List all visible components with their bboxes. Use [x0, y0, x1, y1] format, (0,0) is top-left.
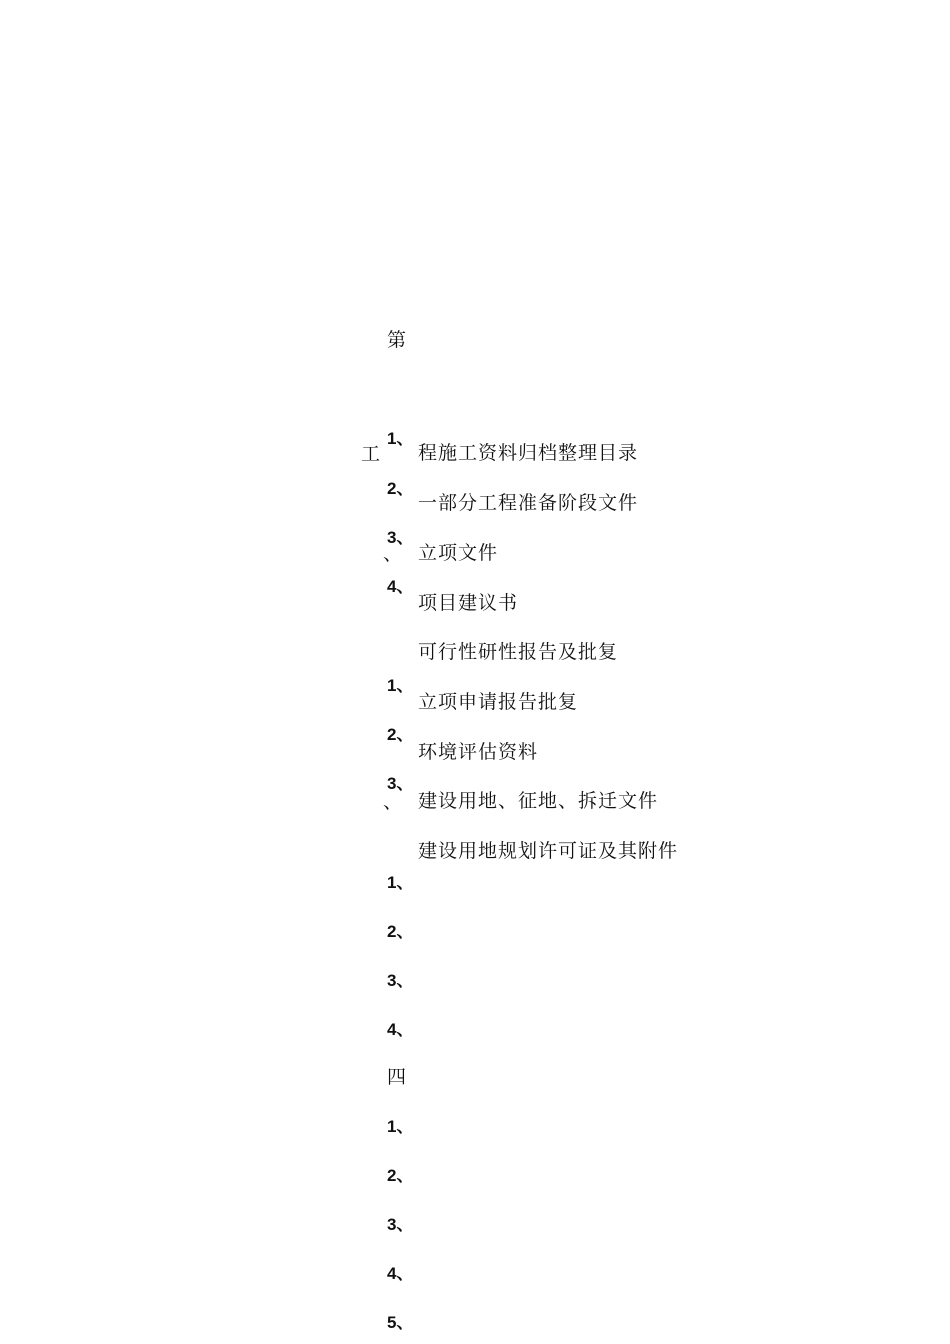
toc-line: 建设用地规划许可证及其附件 [418, 840, 679, 862]
list-number: 1、 [387, 676, 414, 695]
toc-line: 环境评估资料 [418, 741, 539, 763]
heading-char-gong: 工 [361, 443, 381, 465]
list-number: 2、 [387, 922, 414, 941]
heading-char-di: 第 [387, 329, 407, 351]
toc-title-line: 程施工资料归档整理目录 [418, 442, 639, 464]
toc-line: 立项申请报告批复 [418, 691, 579, 713]
stray-comma: 、 [383, 543, 403, 565]
list-number: 1、 [387, 873, 414, 892]
list-number: 2、 [387, 1166, 414, 1185]
list-number: 1、 [387, 429, 414, 448]
list-number: 4、 [387, 1264, 414, 1283]
list-number: 3、 [387, 1215, 414, 1234]
heading-char-si: 四 [387, 1066, 407, 1088]
toc-line: 建设用地、征地、拆迁文件 [418, 790, 659, 812]
list-number: 3、 [387, 774, 414, 793]
list-number: 1、 [387, 1117, 414, 1136]
list-number: 3、 [387, 971, 414, 990]
list-number: 4、 [387, 1020, 414, 1039]
list-number: 3、 [387, 528, 414, 547]
toc-line: 一部分工程准备阶段文件 [418, 492, 639, 514]
list-number: 4、 [387, 577, 414, 596]
toc-line: 立项文件 [418, 542, 499, 564]
list-number: 2、 [387, 725, 414, 744]
toc-line: 项目建议书 [418, 592, 519, 614]
list-number: 5、 [387, 1313, 414, 1332]
stray-comma: 、 [383, 791, 403, 813]
list-number: 2、 [387, 479, 414, 498]
toc-line: 可行性研性报告及批复 [418, 641, 619, 663]
